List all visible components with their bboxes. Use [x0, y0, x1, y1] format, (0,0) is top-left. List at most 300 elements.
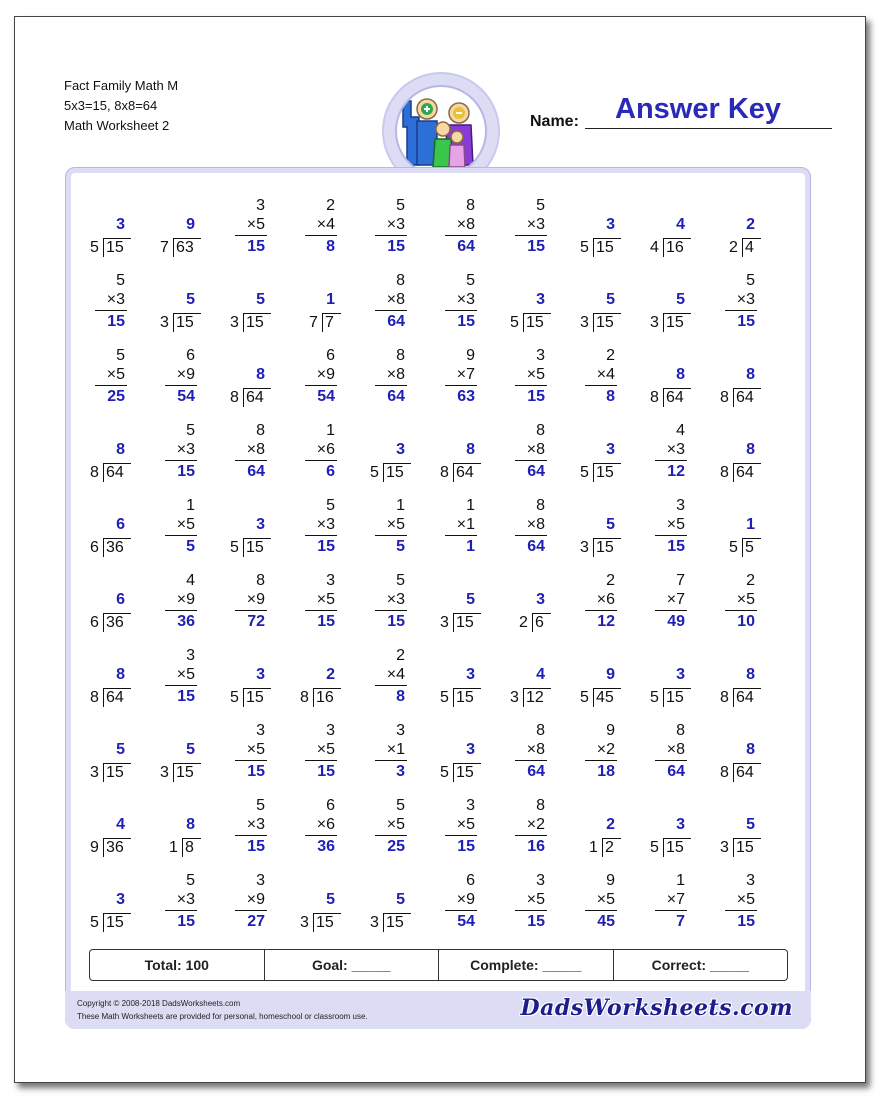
multiplication-problem	[427, 192, 487, 262]
product-answer: 15	[177, 913, 195, 930]
multiplication-problem	[637, 567, 697, 637]
quotient-answer: 4	[536, 666, 545, 683]
answer-rule	[375, 535, 407, 536]
divisor: 2	[519, 614, 528, 631]
answer-rule	[235, 460, 267, 461]
factor-top: 5	[186, 872, 195, 889]
product-answer: 1	[466, 538, 475, 555]
product-answer: 8	[396, 688, 405, 705]
factor-bottom: ×9	[246, 891, 265, 908]
answer-rule	[585, 385, 617, 386]
answer-rule	[165, 910, 197, 911]
answer-rule	[165, 535, 197, 536]
answer-rule	[445, 835, 477, 836]
quotient-answer: 1	[326, 291, 335, 308]
dividend: 15	[106, 914, 124, 931]
quotient-answer: 5	[676, 291, 685, 308]
factor-top: 6	[466, 872, 475, 889]
divisor: 5	[580, 689, 589, 706]
multiplication-problem	[357, 492, 417, 562]
factor-top: 5	[396, 572, 405, 589]
dividend: 2	[605, 839, 614, 856]
factor-bottom: ×3	[106, 291, 125, 308]
answer-rule	[655, 610, 687, 611]
division-problem	[147, 267, 207, 337]
product-answer: 72	[247, 613, 265, 630]
multiplication-problem	[567, 567, 627, 637]
divisor: 8	[90, 689, 99, 706]
factor-top: 5	[396, 197, 405, 214]
factor-top: 6	[326, 797, 335, 814]
dividend: 15	[596, 464, 614, 481]
complete-field[interactable]: Complete: _____	[438, 950, 613, 980]
divisor: 3	[650, 314, 659, 331]
division-problem	[497, 642, 557, 712]
copyright-text: Copyright © 2008-2018 DadsWorksheets.com	[77, 999, 241, 1008]
divisor: 8	[300, 689, 309, 706]
dividend: 64	[106, 464, 124, 481]
divisor: 6	[90, 614, 99, 631]
factor-bottom: ×4	[316, 216, 335, 233]
product-answer: 64	[527, 463, 545, 480]
division-problem	[637, 342, 697, 412]
product-answer: 15	[107, 313, 125, 330]
dividend: 36	[106, 614, 124, 631]
factor-bottom: ×9	[456, 891, 475, 908]
goal-field[interactable]: Goal: _____	[264, 950, 439, 980]
worksheet-title: Fact Family Math M	[64, 78, 179, 93]
quotient-answer: 1	[746, 516, 755, 533]
dividend: 15	[176, 764, 194, 781]
quotient-answer: 3	[536, 291, 545, 308]
dividend: 64	[666, 389, 684, 406]
factor-bottom: ×8	[386, 291, 405, 308]
answer-rule	[585, 910, 617, 911]
dividend: 36	[106, 839, 124, 856]
multiplication-problem	[287, 342, 347, 412]
score-box	[89, 949, 788, 981]
divisor: 8	[720, 764, 729, 781]
division-problem	[707, 492, 767, 562]
division-problem	[567, 417, 627, 487]
divisor: 5	[230, 689, 239, 706]
division-problem	[497, 567, 557, 637]
factor-bottom: ×2	[526, 816, 545, 833]
divisor: 5	[580, 464, 589, 481]
answer-rule	[585, 760, 617, 761]
product-answer: 15	[527, 238, 545, 255]
factor-bottom: ×5	[246, 216, 265, 233]
division-problem	[217, 642, 277, 712]
multiplication-problem	[287, 192, 347, 262]
product-answer: 15	[737, 313, 755, 330]
name-line[interactable]	[585, 128, 832, 129]
divisor: 6	[90, 539, 99, 556]
product-answer: 64	[667, 763, 685, 780]
answer-rule	[655, 535, 687, 536]
answer-rule	[375, 310, 407, 311]
quotient-answer: 5	[466, 591, 475, 608]
division-problem	[147, 192, 207, 262]
factor-top: 5	[116, 347, 125, 364]
divisor: 5	[440, 764, 449, 781]
dividend: 15	[386, 914, 404, 931]
quotient-answer: 3	[466, 666, 475, 683]
divisor: 5	[650, 689, 659, 706]
factor-bottom: ×3	[526, 216, 545, 233]
divisor: 3	[300, 914, 309, 931]
division-problem	[77, 567, 137, 637]
multiplication-problem	[707, 267, 767, 337]
factor-top: 1	[676, 872, 685, 889]
quotient-answer: 5	[256, 291, 265, 308]
dividend: 15	[176, 314, 194, 331]
multiplication-problem	[147, 492, 207, 562]
product-answer: 64	[457, 238, 475, 255]
factor-bottom: ×5	[456, 816, 475, 833]
product-answer: 12	[667, 463, 685, 480]
dividend: 15	[106, 239, 124, 256]
product-answer: 64	[247, 463, 265, 480]
quotient-answer: 3	[676, 816, 685, 833]
divisor: 3	[160, 314, 169, 331]
divisor: 9	[90, 839, 99, 856]
multiplication-problem	[567, 717, 627, 787]
factor-bottom: ×3	[316, 516, 335, 533]
factor-bottom: ×3	[456, 291, 475, 308]
dividend: 64	[456, 464, 474, 481]
quotient-answer: 8	[186, 816, 195, 833]
answer-rule	[165, 385, 197, 386]
answer-rule	[235, 235, 267, 236]
division-problem	[637, 192, 697, 262]
factor-bottom: ×3	[246, 816, 265, 833]
multiplication-problem	[427, 867, 487, 937]
answer-rule	[305, 835, 337, 836]
factor-bottom: ×5	[386, 516, 405, 533]
quotient-answer: 3	[606, 216, 615, 233]
factor-bottom: ×2	[596, 741, 615, 758]
multiplication-problem	[77, 342, 137, 412]
divisor: 4	[650, 239, 659, 256]
answer-rule	[655, 910, 687, 911]
quotient-answer: 5	[606, 516, 615, 533]
product-answer: 15	[177, 463, 195, 480]
product-answer: 18	[597, 763, 615, 780]
division-problem	[357, 867, 417, 937]
factor-top: 5	[396, 797, 405, 814]
product-answer: 15	[247, 238, 265, 255]
quotient-answer: 3	[676, 666, 685, 683]
division-problem	[567, 792, 627, 862]
multiplication-problem	[427, 267, 487, 337]
product-answer: 15	[387, 613, 405, 630]
quotient-answer: 3	[116, 216, 125, 233]
factor-top: 9	[606, 722, 615, 739]
factor-bottom: ×5	[176, 666, 195, 683]
answer-rule	[655, 460, 687, 461]
multiplication-problem	[287, 717, 347, 787]
product-answer: 10	[737, 613, 755, 630]
factor-top: 4	[186, 572, 195, 589]
division-problem	[637, 792, 697, 862]
factor-top: 5	[536, 197, 545, 214]
product-answer: 64	[527, 763, 545, 780]
answer-rule	[375, 760, 407, 761]
quotient-answer: 8	[116, 666, 125, 683]
factor-bottom: ×5	[386, 816, 405, 833]
division-problem	[427, 717, 487, 787]
division-problem	[497, 267, 557, 337]
factor-top: 9	[606, 872, 615, 889]
multiplication-problem	[707, 867, 767, 937]
answer-rule	[165, 685, 197, 686]
product-answer: 15	[527, 388, 545, 405]
quotient-answer: 3	[396, 441, 405, 458]
division-problem	[147, 717, 207, 787]
divisor: 8	[230, 389, 239, 406]
dividend: 15	[106, 764, 124, 781]
product-answer: 64	[387, 388, 405, 405]
factor-top: 6	[186, 347, 195, 364]
quotient-answer: 3	[256, 516, 265, 533]
divisor: 8	[440, 464, 449, 481]
factor-bottom: ×5	[596, 891, 615, 908]
factor-bottom: ×7	[456, 366, 475, 383]
factor-top: 5	[466, 272, 475, 289]
quotient-answer: 5	[396, 891, 405, 908]
division-problem	[217, 267, 277, 337]
division-problem	[77, 417, 137, 487]
division-problem	[77, 792, 137, 862]
multiplication-problem	[77, 267, 137, 337]
quotient-answer: 5	[186, 291, 195, 308]
answer-rule	[515, 460, 547, 461]
division-problem	[637, 642, 697, 712]
multiplication-problem	[357, 567, 417, 637]
quotient-answer: 8	[746, 366, 755, 383]
division-problem	[427, 642, 487, 712]
factor-bottom: ×7	[666, 891, 685, 908]
quotient-answer: 6	[116, 591, 125, 608]
dividend: 15	[596, 539, 614, 556]
multiplication-problem	[147, 342, 207, 412]
answer-rule	[725, 610, 757, 611]
factor-top: 6	[326, 347, 335, 364]
divisor: 3	[90, 764, 99, 781]
product-answer: 15	[317, 538, 335, 555]
answer-rule	[95, 385, 127, 386]
product-answer: 15	[667, 538, 685, 555]
factor-top: 3	[676, 497, 685, 514]
product-answer: 36	[177, 613, 195, 630]
multiplication-problem	[217, 867, 277, 937]
factor-bottom: ×4	[596, 366, 615, 383]
factor-top: 3	[536, 872, 545, 889]
factor-top: 3	[326, 572, 335, 589]
product-answer: 16	[527, 838, 545, 855]
factor-bottom: ×5	[316, 741, 335, 758]
multiplication-problem	[357, 717, 417, 787]
product-answer: 63	[457, 388, 475, 405]
multiplication-problem	[287, 567, 347, 637]
product-answer: 27	[247, 913, 265, 930]
factor-top: 8	[396, 272, 405, 289]
factor-top: 5	[326, 497, 335, 514]
product-answer: 3	[396, 763, 405, 780]
answer-rule	[305, 610, 337, 611]
multiplication-problem	[147, 417, 207, 487]
answer-rule	[375, 835, 407, 836]
dividend: 36	[106, 539, 124, 556]
factor-top: 3	[466, 797, 475, 814]
answer-rule	[305, 760, 337, 761]
dividend: 16	[666, 239, 684, 256]
multiplication-problem	[217, 417, 277, 487]
dividend: 6	[535, 614, 544, 631]
product-answer: 49	[667, 613, 685, 630]
dividend: 64	[106, 689, 124, 706]
factor-bottom: ×8	[386, 366, 405, 383]
division-problem	[77, 492, 137, 562]
product-answer: 8	[606, 388, 615, 405]
division-problem	[77, 867, 137, 937]
product-answer: 15	[317, 613, 335, 630]
factor-bottom: ×8	[246, 441, 265, 458]
factor-top: 8	[256, 422, 265, 439]
quotient-answer: 5	[746, 816, 755, 833]
factor-bottom: ×8	[526, 441, 545, 458]
multiplication-problem	[147, 642, 207, 712]
divisor: 8	[650, 389, 659, 406]
worksheet-facts: 5x3=15, 8x8=64	[64, 98, 158, 113]
divisor: 5	[90, 914, 99, 931]
answer-rule	[445, 535, 477, 536]
quotient-answer: 3	[606, 441, 615, 458]
factor-bottom: ×3	[176, 441, 195, 458]
family-icon	[397, 87, 485, 175]
answer-rule	[305, 385, 337, 386]
product-answer: 15	[317, 763, 335, 780]
factor-bottom: ×3	[386, 591, 405, 608]
multiplication-problem	[637, 717, 697, 787]
quotient-answer: 2	[746, 216, 755, 233]
multiplication-problem	[147, 567, 207, 637]
factor-bottom: ×9	[316, 366, 335, 383]
multiplication-problem	[427, 342, 487, 412]
factor-top: 2	[606, 572, 615, 589]
product-answer: 15	[247, 763, 265, 780]
dividend: 15	[666, 839, 684, 856]
answer-rule	[375, 610, 407, 611]
product-answer: 54	[177, 388, 195, 405]
multiplication-problem	[147, 867, 207, 937]
answer-rule	[95, 310, 127, 311]
answer-rule	[515, 385, 547, 386]
dividend: 15	[736, 839, 754, 856]
factor-top: 5	[116, 272, 125, 289]
divisor: 7	[160, 239, 169, 256]
division-problem	[287, 642, 347, 712]
factor-bottom: ×4	[386, 666, 405, 683]
divisor: 5	[729, 539, 738, 556]
multiplication-problem	[357, 342, 417, 412]
divisor: 3	[440, 614, 449, 631]
dividend: 45	[596, 689, 614, 706]
dividend: 64	[736, 464, 754, 481]
factor-top: 3	[256, 197, 265, 214]
product-answer: 45	[597, 913, 615, 930]
divisor: 8	[720, 464, 729, 481]
quotient-answer: 8	[746, 666, 755, 683]
quotient-answer: 3	[466, 741, 475, 758]
answer-rule	[655, 760, 687, 761]
answer-rule	[235, 610, 267, 611]
factor-top: 5	[746, 272, 755, 289]
answer-rule	[235, 910, 267, 911]
dividend: 7	[325, 314, 334, 331]
product-answer: 6	[326, 463, 335, 480]
product-answer: 15	[457, 838, 475, 855]
multiplication-problem	[427, 492, 487, 562]
quotient-answer: 5	[186, 741, 195, 758]
divisor: 5	[650, 839, 659, 856]
usage-note: These Math Worksheets are provided for personal, homeschool or classroom use.	[77, 1012, 368, 1021]
divisor: 1	[589, 839, 598, 856]
quotient-answer: 8	[746, 741, 755, 758]
factor-bottom: ×3	[386, 216, 405, 233]
factor-bottom: ×3	[736, 291, 755, 308]
factor-bottom: ×9	[176, 366, 195, 383]
quotient-answer: 8	[116, 441, 125, 458]
multiplication-problem	[357, 267, 417, 337]
answer-rule	[515, 535, 547, 536]
divisor: 5	[370, 464, 379, 481]
answer-rule	[445, 910, 477, 911]
factor-top: 3	[256, 722, 265, 739]
dividend: 16	[316, 689, 334, 706]
product-answer: 25	[387, 838, 405, 855]
factor-bottom: ×8	[456, 216, 475, 233]
factor-top: 5	[256, 797, 265, 814]
dividend: 15	[316, 914, 334, 931]
dividend: 15	[246, 689, 264, 706]
factor-top: 3	[746, 872, 755, 889]
division-problem	[77, 717, 137, 787]
multiplication-problem	[287, 792, 347, 862]
multiplication-problem	[637, 492, 697, 562]
quotient-answer: 9	[186, 216, 195, 233]
multiplication-problem	[287, 492, 347, 562]
answer-key-heading: Answer Key	[615, 93, 782, 125]
correct-field[interactable]: Correct: _____	[613, 950, 788, 980]
multiplication-problem	[497, 717, 557, 787]
factor-bottom: ×5	[106, 366, 125, 383]
footer	[65, 991, 811, 1029]
total-count: Total: 100	[144, 957, 209, 973]
factor-bottom: ×5	[246, 741, 265, 758]
divisor: 5	[90, 239, 99, 256]
factor-bottom: ×5	[316, 591, 335, 608]
divisor: 5	[440, 689, 449, 706]
divisor: 2	[729, 239, 738, 256]
product-answer: 8	[326, 238, 335, 255]
answer-rule	[375, 235, 407, 236]
multiplication-problem	[497, 792, 557, 862]
division-problem	[77, 642, 137, 712]
multiplication-problem	[357, 192, 417, 262]
dividend: 15	[666, 689, 684, 706]
